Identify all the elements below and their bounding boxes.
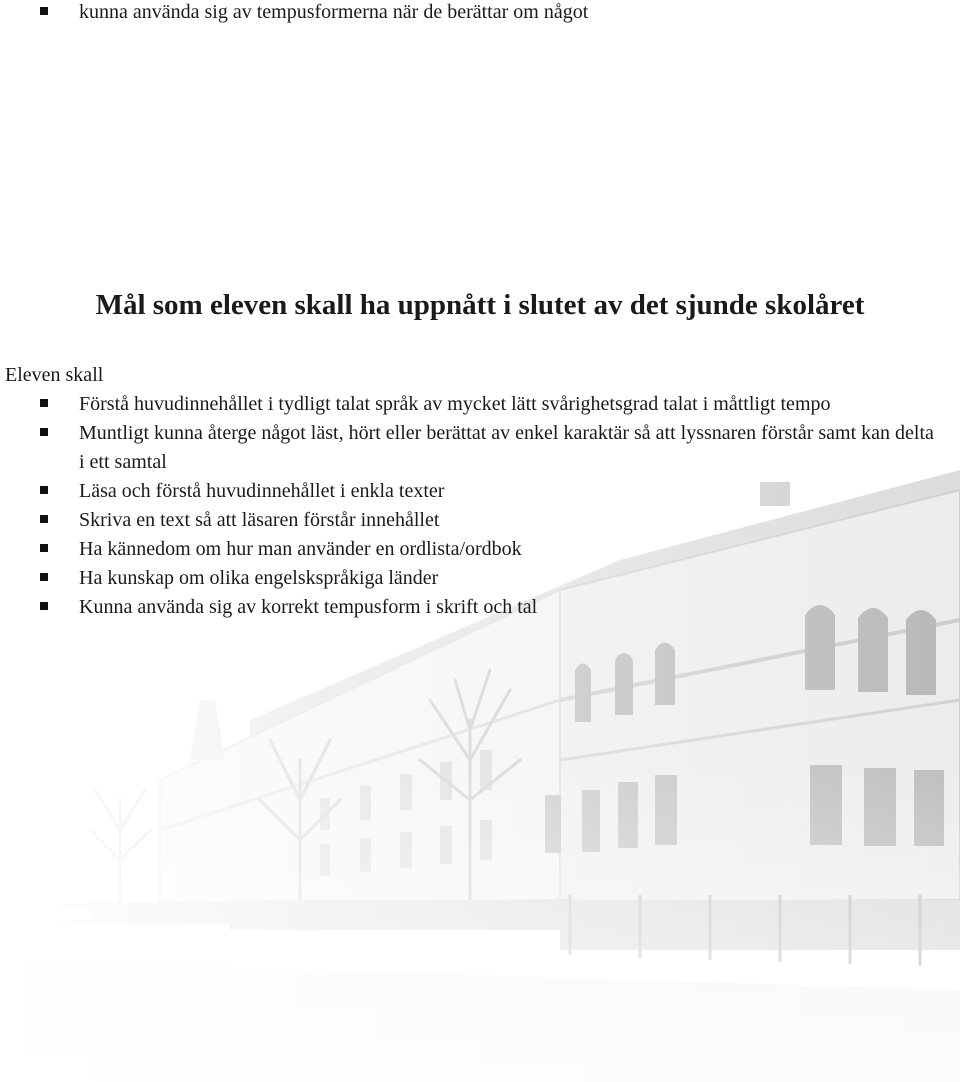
square-bullet-icon: [40, 515, 48, 523]
square-bullet-icon: [40, 7, 48, 15]
goals-bullet-list: [0, 390, 960, 622]
list-item: [0, 0, 960, 27]
list-item-text: Läsa och förstå huvudinnehållet i enkla texter: [79, 480, 445, 502]
list-item-text: Ha kännedom om hur man använder en ordlista/ordbok: [79, 538, 522, 560]
square-bullet-icon: [40, 399, 48, 407]
list-item: [0, 564, 960, 593]
list-item: [0, 419, 960, 477]
list-item: [0, 390, 960, 419]
list-item-text: Ha kunskap om olika engelskspråkiga länder: [79, 567, 439, 589]
list-item: [0, 506, 960, 535]
list-item: [0, 535, 960, 564]
section-heading: Mål som eleven skall ha uppnått i slutet av det sjunde skolåret: [95, 289, 865, 321]
square-bullet-icon: [40, 602, 48, 610]
intro-text: Eleven skall: [5, 364, 104, 386]
top-bullet-list: [0, 0, 960, 27]
list-item-text: Förstå huvudinnehållet i tydligt talat språk av mycket lätt svårighetsgrad talat i måttligt tempo: [79, 393, 831, 415]
list-item-text: Kunna använda sig av korrekt tempusform i skrift och tal: [79, 596, 538, 618]
list-item-text: Skriva en text så att läsaren förstår innehållet: [79, 509, 440, 531]
list-item: [0, 593, 960, 622]
list-item-text: Muntligt kunna återge något läst, hört eller berättat av enkel karaktär så att lyssnaren förstår samt kan delta i ett samtal: [79, 422, 934, 473]
square-bullet-icon: [40, 544, 48, 552]
list-item: [0, 477, 960, 506]
square-bullet-icon: [40, 573, 48, 581]
square-bullet-icon: [40, 486, 48, 494]
square-bullet-icon: [40, 428, 48, 436]
list-item-text: kunna använda sig av tempusformerna när de berättar om något: [79, 1, 589, 23]
